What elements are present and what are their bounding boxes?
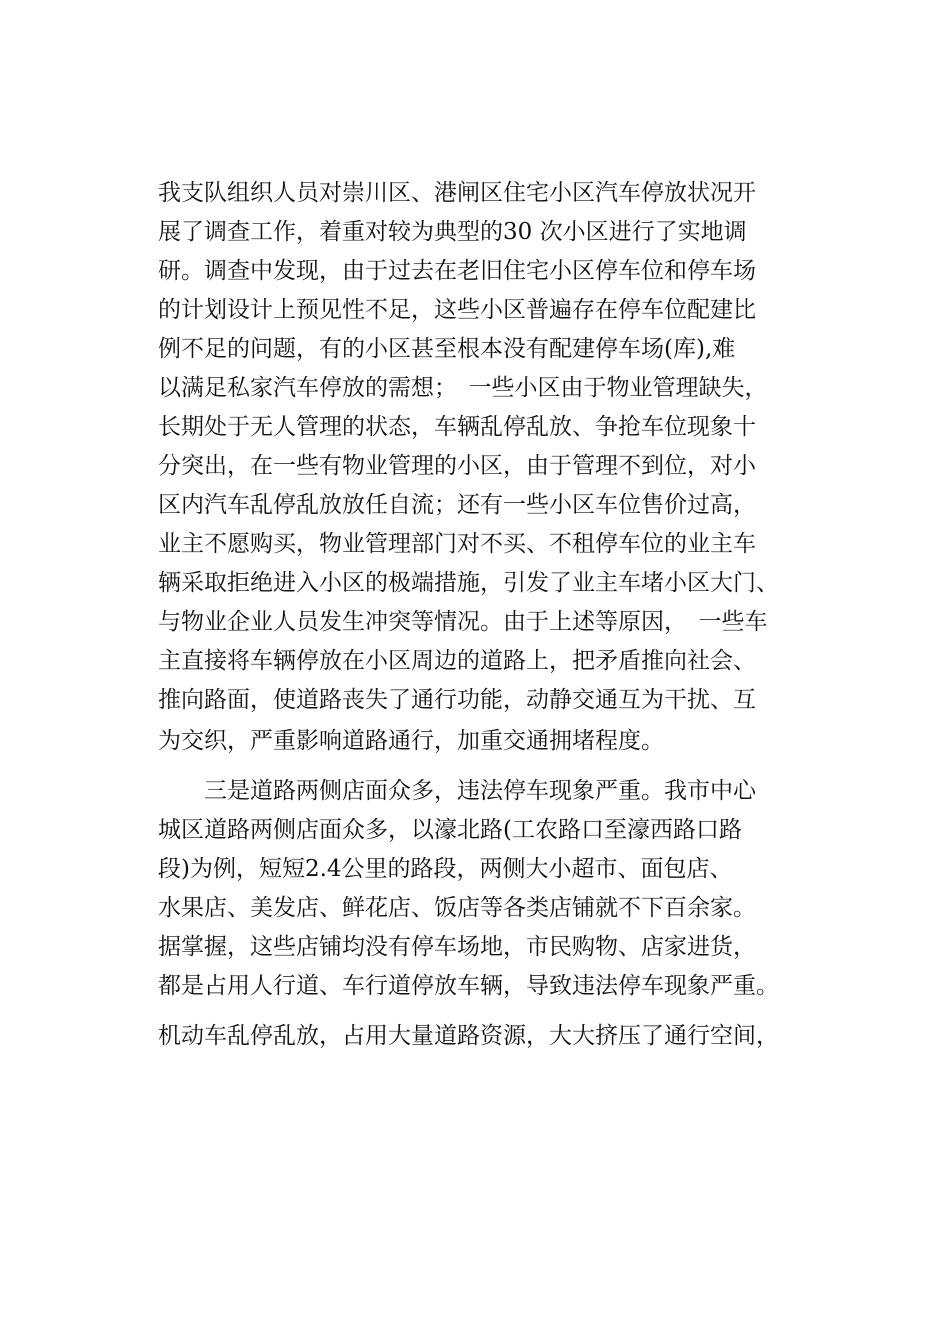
text-line: 与物业企业人员发生冲突等情况。由于上述等原因， 一些车 <box>158 609 768 635</box>
text-line: 的计划设计上预见性不足，这些小区普遍存在停车位配建比 <box>158 297 756 323</box>
text-line: 辆采取拒绝进入小区的极端措施，引发了业主车堵小区大门、 <box>158 570 779 596</box>
text-line: 都是占用人行道、车行道停放车辆，导致违法停车现象严重。 <box>158 973 779 999</box>
text-line: 例不足的问题，有的小区甚至根本没有配建停车场(库),难 <box>158 336 736 362</box>
text-line: 据掌握，这些店铺均没有停车场地，市民购物、店家进货， <box>158 934 756 960</box>
text-line: 分突出，在一些有物业管理的小区，由于管理不到位，对小 <box>158 453 756 479</box>
paragraph-start-line: 三是道路两侧店面众多，违法停车现象严重。我市中心 <box>158 778 756 804</box>
text-line: 推向路面，使道路丧失了通行功能，动静交通互为干扰、互 <box>158 687 756 713</box>
text-line: 机动车乱停乱放，占用大量道路资源，大大挤压了通行空间， <box>158 1023 779 1049</box>
text-line: 为交织，严重影响道路通行，加重交通拥堵程度。 <box>158 728 664 754</box>
text-line: 城区道路两侧店面众多，以濠北路(工农路口至濠西路口路 <box>158 817 742 843</box>
text-line: 段)为例，短短2.4公里的路段，两侧大小超市、面包店、 <box>158 856 733 882</box>
text-line: 以满足私家汽车停放的需想； 一些小区由于物业管理缺失， <box>158 375 768 401</box>
text-line: 我支队组织人员对崇川区、港闸区住宅小区汽车停放状况开 <box>158 180 756 206</box>
text-line: 长期处于无人管理的状态，车辆乱停乱放、争抢车位现象十 <box>158 414 756 440</box>
text-line: 区内汽车乱停乱放放任自流；还有一些小区车位售价过高， <box>158 492 756 518</box>
text-line: 研。调查中发现，由于过去在老旧住宅小区停车位和停车场 <box>158 258 756 284</box>
text-line: 主直接将车辆停放在小区周边的道路上，把矛盾推向社会、 <box>158 648 756 674</box>
text-line: 业主不愿购买，物业管理部门对不买、不租停车位的业主车 <box>158 531 756 557</box>
text-line: 展了调查工作，着重对较为典型的30 次小区进行了实地调 <box>158 219 747 245</box>
text-line: 水果店、美发店、鲜花店、饭店等各类店铺就不下百余家。 <box>158 895 756 921</box>
